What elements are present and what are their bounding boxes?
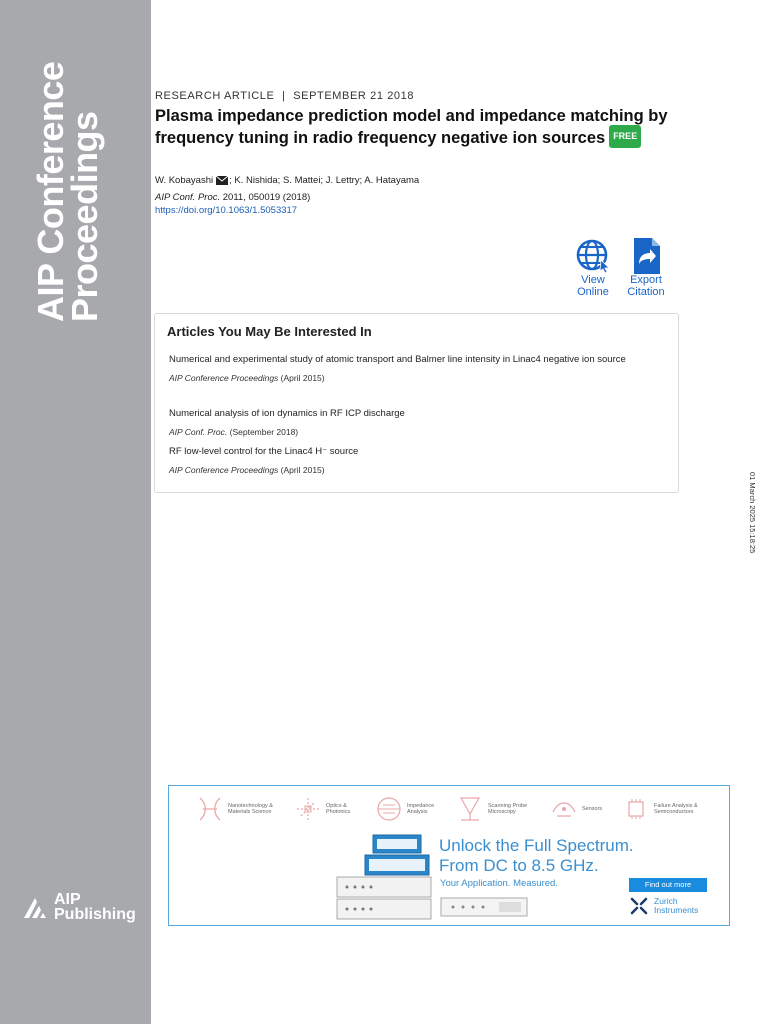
ad-categories <box>169 794 729 830</box>
find-out-more-button[interactable]: Find out more <box>629 878 707 892</box>
ad-category-label: Semiconductors <box>654 809 694 815</box>
doi-link[interactable]: https://doi.org/10.1063/1.5053317 <box>155 205 298 216</box>
related-article-date: (April 2015) <box>278 373 325 383</box>
publisher-name-line1: AIP <box>54 891 81 908</box>
ad-category <box>455 794 540 824</box>
related-article-date: (September 2018) <box>227 427 299 437</box>
advertisement-banner[interactable] <box>168 785 730 926</box>
ad-category-label: Scanning Probe <box>488 802 528 809</box>
article-date: SEPTEMBER 21 2018 <box>293 90 415 102</box>
author-list <box>155 175 419 186</box>
ad-headline-line1: Unlock the Full Spectrum. <box>439 836 634 855</box>
ad-category-label: Microscopy <box>488 809 516 815</box>
aip-logo-icon <box>20 892 50 922</box>
ad-tagline: Your Application. Measured. <box>440 878 558 889</box>
article-title-text: Plasma impedance prediction model and impedance matching by frequency tuning in radio frequency negative ion sources <box>155 107 668 147</box>
ad-category-label: Optics & <box>326 802 347 809</box>
ad-category <box>621 794 706 824</box>
related-articles-panel <box>154 313 679 493</box>
related-article-title[interactable]: RF low-level control for the Linac4 H⁻ source <box>169 446 359 457</box>
ad-headline <box>439 836 634 876</box>
related-article-title[interactable]: Numerical analysis of ion dynamics in RF ICP discharge <box>169 408 405 419</box>
email-icon[interactable] <box>216 176 228 185</box>
ad-category-label: Sensors <box>582 805 603 812</box>
export-document-icon <box>628 238 664 274</box>
ad-category-label: Analysis <box>407 809 428 815</box>
ad-category-label: Photonics <box>326 809 351 815</box>
view-online-button[interactable] <box>568 238 618 298</box>
export-citation-label-1: Export <box>630 274 662 286</box>
article-meta <box>155 90 414 102</box>
optics-icon <box>293 794 323 824</box>
globe-icon <box>575 238 611 274</box>
related-article <box>169 444 659 475</box>
nanotech-icon <box>195 794 225 824</box>
publisher-name-line2: Publishing <box>54 906 136 923</box>
meta-separator: | <box>282 90 286 102</box>
journal-title-line2: Proceedings <box>64 111 105 322</box>
related-article-journal: AIP Conference Proceedings <box>169 373 279 383</box>
brand-name-line2: Instruments <box>654 905 699 915</box>
view-online-label-2: Online <box>577 286 609 298</box>
citation-journal: AIP Conf. Proc. <box>155 192 221 203</box>
export-citation-label-2: Citation <box>627 286 665 298</box>
instrument-stack-image <box>335 831 435 923</box>
author-names[interactable]: ; K. Nishida; S. Mattei; J. Lettry; A. Hatayama <box>229 175 420 186</box>
related-article-journal: AIP Conference Proceedings <box>169 465 279 475</box>
export-citation-button[interactable] <box>621 238 671 298</box>
article-type: RESEARCH ARTICLE <box>155 90 275 102</box>
sensors-icon <box>549 794 579 824</box>
view-online-label-1: View <box>581 274 605 286</box>
ad-category <box>374 794 459 824</box>
related-article-journal: AIP Conf. Proc. <box>169 427 228 437</box>
ad-category <box>293 794 378 824</box>
ad-headline-line2: From DC to 8.5 GHz. <box>439 856 599 875</box>
related-article-title[interactable]: Numerical and experimental study of atomic transport and Balmer line intensity in Linac4 negative ion source <box>169 354 626 365</box>
journal-sidebar <box>0 0 151 1024</box>
publisher-logo[interactable] <box>20 892 136 922</box>
journal-title[interactable] <box>30 61 105 322</box>
related-article-source <box>169 373 659 383</box>
impedance-icon <box>374 794 404 824</box>
semiconductor-icon <box>621 794 651 824</box>
journal-title-line1: AIP Conference <box>30 61 71 322</box>
author-link[interactable]: W. Kobayashi <box>155 175 214 186</box>
zurich-logo-icon <box>629 896 649 916</box>
probe-icon <box>455 794 485 824</box>
related-article-source <box>169 465 659 475</box>
brand-name-line1: Zurich <box>654 896 678 906</box>
zurich-instruments-logo[interactable] <box>629 896 698 916</box>
article-title <box>155 106 675 150</box>
download-timestamp: 01 March 2025 15:18:25 <box>748 472 757 554</box>
ad-category-label: Impedance <box>407 802 435 809</box>
related-article <box>169 406 659 437</box>
ad-category-label: Nanotechnology & <box>228 802 273 809</box>
citation-volume: 2011, 050019 (2018) <box>220 192 311 203</box>
free-badge: FREE <box>609 125 641 148</box>
citation <box>155 192 310 203</box>
ad-category-label: Failure Analysis & <box>654 802 698 809</box>
ad-category <box>195 794 280 824</box>
related-article-source <box>169 427 659 437</box>
related-articles-heading: Articles You May Be Interested In <box>167 324 372 339</box>
related-article <box>169 352 659 383</box>
ad-category-label: Materials Science <box>228 809 272 815</box>
instrument-image <box>439 896 529 918</box>
related-article-date: (April 2015) <box>278 465 325 475</box>
